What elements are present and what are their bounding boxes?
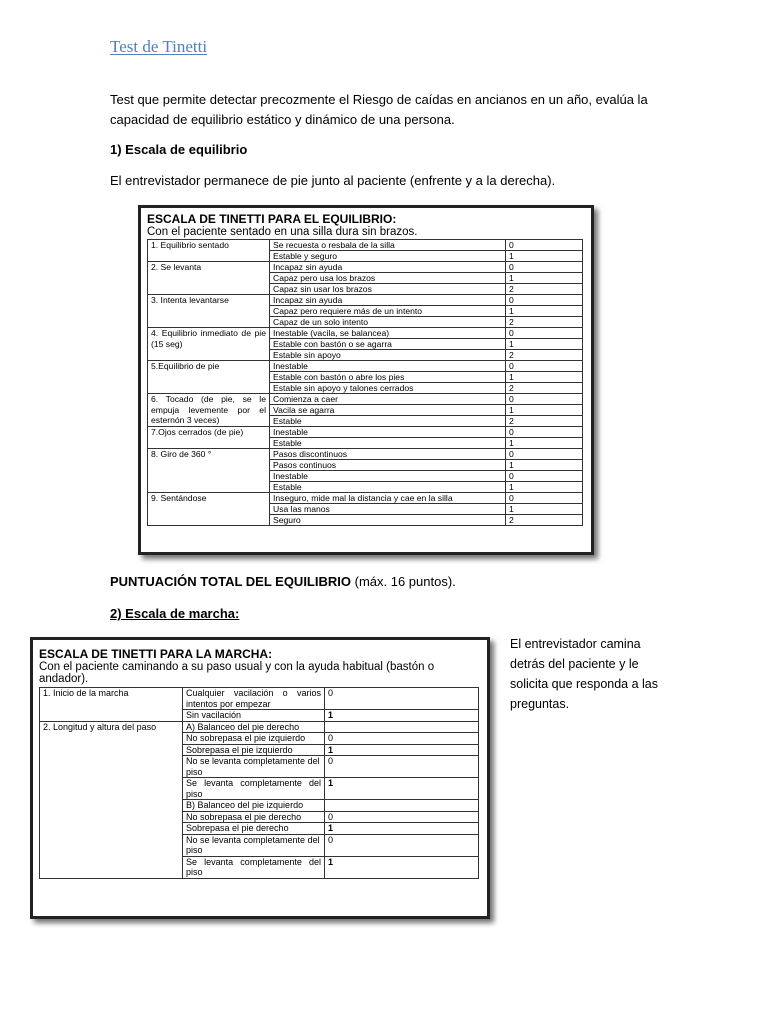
- interviewer-instruction-gait: El entrevistador camina detrás del paciente y le solicita que responda a las preguntas.: [510, 637, 659, 711]
- item-label: 9. Sentándose: [148, 493, 270, 526]
- option-score: 0: [325, 834, 479, 856]
- option-text: Estable y seguro: [270, 251, 506, 262]
- option-score: 1: [506, 504, 583, 515]
- option-text: Estable: [270, 438, 506, 449]
- item-label: 2. Longitud y altura del paso: [40, 721, 183, 878]
- page-title: Test de Tinetti: [110, 37, 208, 56]
- equilibrium-scale-title: ESCALA DE TINETTI PARA EL EQUILIBRIO:: [147, 212, 397, 226]
- option-score: 0: [506, 471, 583, 482]
- option-text: Comienza a caer: [270, 394, 506, 405]
- gait-scale-table: [39, 687, 479, 879]
- option-score: 2: [506, 317, 583, 328]
- option-text: Se recuesta o resbala de la silla: [270, 240, 506, 251]
- option-score: 1: [506, 405, 583, 416]
- option-text: Capaz pero requiere más de un intento: [270, 306, 506, 317]
- option-text: Estable con bastón o se agarra: [270, 339, 506, 350]
- option-score: 0: [506, 262, 583, 273]
- option-text: Inseguro, mide mal la distancia y cae en la silla: [270, 493, 506, 504]
- option-score: 2: [506, 350, 583, 361]
- option-score: 1: [506, 339, 583, 350]
- option-score: 1: [325, 823, 479, 835]
- intro-paragraph: Test que permite detectar precozmente el Riesgo de caídas en ancianos en un año, evalúa la capacidad de equilibrio estático y dinámico de una persona.: [110, 92, 648, 127]
- option-score: 0: [506, 328, 583, 339]
- option-score: 1: [506, 306, 583, 317]
- item-label: 8. Giro de 360 °: [148, 449, 270, 493]
- option-score: 1: [506, 438, 583, 449]
- table-row: [148, 361, 583, 372]
- option-text: Usa las manos: [270, 504, 506, 515]
- option-text: Sin vacilación: [183, 710, 325, 722]
- option-text: Pasos continuos: [270, 460, 506, 471]
- option-score: 0: [506, 449, 583, 460]
- option-text: No se levanta completamente del piso: [183, 756, 325, 778]
- equilibrium-total-max: (máx. 16 puntos).: [351, 574, 456, 589]
- option-score: 0: [325, 756, 479, 778]
- option-score: 1: [325, 778, 479, 800]
- equilibrium-total-label: PUNTUACIÓN TOTAL DEL EQUILIBRIO: [110, 574, 351, 589]
- option-text: Estable sin apoyo y talones cerrados: [270, 383, 506, 394]
- option-score: [325, 721, 479, 733]
- item-label: 7.Ojos cerrados (de pie): [148, 427, 270, 449]
- option-text: Capaz sin usar los brazos: [270, 284, 506, 295]
- item-label: 6. Tocado (de pie, se le empuja levemente por el esternón 3 veces): [148, 394, 270, 427]
- option-text: B) Balanceo del pie izquierdo: [183, 800, 325, 812]
- option-score: 2: [506, 383, 583, 394]
- option-score: 0: [506, 427, 583, 438]
- option-score: 0: [506, 240, 583, 251]
- option-text: Pasos discontinuos: [270, 449, 506, 460]
- option-text: Se levanta completamente del piso: [183, 856, 325, 878]
- option-text: No sobrepasa el pie izquierdo: [183, 733, 325, 745]
- option-score: 2: [506, 284, 583, 295]
- option-score: 0: [506, 493, 583, 504]
- interviewer-instruction-equilibrium: El entrevistador permanece de pie junto al paciente (enfrente y a la derecha).: [110, 173, 556, 188]
- gait-scale-figure: [30, 637, 490, 919]
- equilibrium-scale-table: [147, 239, 583, 526]
- option-score: 1: [325, 744, 479, 756]
- option-score: 0: [325, 688, 479, 710]
- option-text: Estable sin apoyo: [270, 350, 506, 361]
- item-label: 5.Equilibrio de pie: [148, 361, 270, 394]
- option-text: Estable con bastón o abre los pies: [270, 372, 506, 383]
- option-score: 1: [506, 460, 583, 471]
- equilibrium-scale-figure: [138, 205, 594, 555]
- table-row: [148, 394, 583, 405]
- option-text: A) Balanceo del pie derecho: [183, 721, 325, 733]
- table-row: [148, 240, 583, 251]
- option-score: 1: [506, 273, 583, 284]
- option-text: Inestable: [270, 471, 506, 482]
- option-text: Sobrepasa el pie derecho: [183, 823, 325, 835]
- item-label: 2. Se levanta: [148, 262, 270, 295]
- table-row: [148, 295, 583, 306]
- option-text: No sobrepasa el pie derecho: [183, 811, 325, 823]
- equilibrium-scale-subtitle: Con el paciente sentado en una silla dura sin brazos.: [147, 226, 418, 238]
- option-score: 1: [325, 856, 479, 878]
- option-text: Incapaz sin ayuda: [270, 295, 506, 306]
- option-text: Vacila se agarra: [270, 405, 506, 416]
- section-heading-equilibrium: 1) Escala de equilibrio: [110, 142, 248, 157]
- option-score: 1: [506, 251, 583, 262]
- table-row: [148, 262, 583, 273]
- option-score: 2: [506, 416, 583, 427]
- item-label: 1. Inicio de la marcha: [40, 688, 183, 722]
- option-text: Cualquier vacilación o varios intentos por empezar: [183, 688, 325, 710]
- option-score: 2: [506, 515, 583, 526]
- option-text: Seguro: [270, 515, 506, 526]
- item-label: 4. Equilibrio inmediato de pie (15 seg): [148, 328, 270, 361]
- option-score: 0: [325, 811, 479, 823]
- option-score: 0: [506, 361, 583, 372]
- equilibrium-total: [110, 572, 456, 592]
- gait-scale-title: ESCALA DE TINETTI PARA LA MARCHA:: [39, 647, 273, 661]
- gait-scale-subtitle: Con el paciente caminando a su paso usual y con la ayuda habitual (bastón o andador).: [39, 661, 435, 685]
- table-row: [148, 328, 583, 339]
- option-score: 0: [325, 733, 479, 745]
- option-text: No se levanta completamente del piso: [183, 834, 325, 856]
- option-score: [325, 800, 479, 812]
- option-text: Estable: [270, 482, 506, 493]
- option-text: Sobrepasa el pie izquierdo: [183, 744, 325, 756]
- option-text: Estable: [270, 416, 506, 427]
- option-text: Inestable (vacila, se balancea): [270, 328, 506, 339]
- table-row: [148, 427, 583, 438]
- item-label: 3. Intenta levantarse: [148, 295, 270, 328]
- table-row: [148, 493, 583, 504]
- table-row: [40, 688, 479, 710]
- option-text: Se levanta completamente del piso: [183, 778, 325, 800]
- table-row: [148, 449, 583, 460]
- option-text: Incapaz sin ayuda: [270, 262, 506, 273]
- option-score: 0: [506, 295, 583, 306]
- item-label: 1. Equilibrio sentado: [148, 240, 270, 262]
- option-text: Capaz pero usa los brazos: [270, 273, 506, 284]
- table-row: [40, 721, 479, 733]
- option-score: 1: [506, 482, 583, 493]
- option-text: Inestable: [270, 361, 506, 372]
- option-score: 1: [506, 372, 583, 383]
- option-text: Capaz de un solo intento: [270, 317, 506, 328]
- section-heading-gait: 2) Escala de marcha:: [110, 606, 240, 621]
- option-text: Inestable: [270, 427, 506, 438]
- option-score: 0: [506, 394, 583, 405]
- option-score: 1: [325, 710, 479, 722]
